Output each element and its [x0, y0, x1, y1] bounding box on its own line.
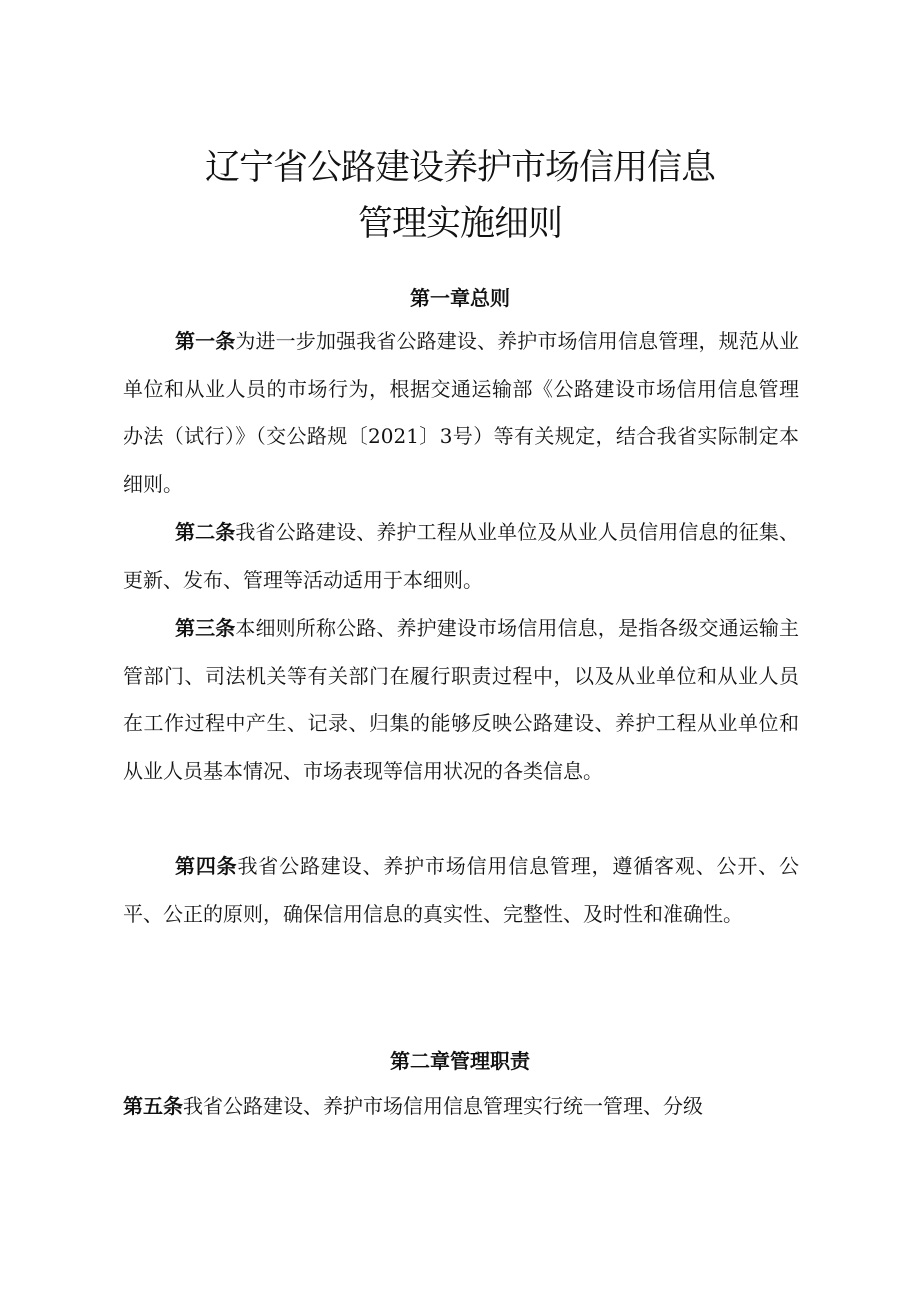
article-1 — [123, 318, 799, 508]
article-2 — [123, 509, 799, 604]
article-2-label: 第二条 — [175, 520, 236, 544]
document-title-line-2: 管理实施细则 — [357, 204, 562, 244]
article-2-text: 我省公路建设、养护工程从业单位及从业人员信用信息的征集、更新、发布、管理等活动适用于本细则。 — [123, 520, 800, 592]
article-4-text: 我省公路建设、养护市场信用信息管理，遵循客观、公开、公平、公正的原则，确保信用信息的真实性、完整性、及时性和准确性。 — [123, 854, 800, 926]
article-4-label: 第四条 — [175, 854, 238, 878]
chapter-heading-2: 第二章管理职责 — [390, 1049, 530, 1073]
document-title-line-1: 辽宁省公路建设养护市场信用信息 — [204, 148, 715, 188]
article-3-label: 第三条 — [175, 616, 236, 640]
article-5 — [123, 1083, 799, 1133]
article-5-text: 我省公路建设、养护市场信用信息管理实行统一管理、分级 — [183, 1094, 703, 1118]
chapter-heading-1: 第一章总则 — [410, 286, 510, 310]
article-3 — [123, 605, 799, 795]
article-1-label: 第一条 — [175, 329, 236, 353]
article-3-text: 本细则所称公路、养护建设市场信用信息，是指各级交通运输主管部门、司法机关等有关部门在履行职责过程中，以及从业单位和从业人员在工作过程中产生、记录、归集的能够反映公路建设、养护工程从业单位和从业人员基本情况、市场表现等信用状况的各类信息。 — [123, 616, 800, 783]
article-1-text: 为进一步加强我省公路建设、养护市场信用信息管理，规范从业单位和从业人员的市场行为，根据交通运输部《公路建设市场信用信息管理办法（试行）》（交公路规〔2021〕3号）等有关规定，结合我省实际制定本细则。 — [123, 329, 800, 496]
article-4 — [123, 843, 799, 938]
article-5-label: 第五条 — [123, 1094, 183, 1118]
